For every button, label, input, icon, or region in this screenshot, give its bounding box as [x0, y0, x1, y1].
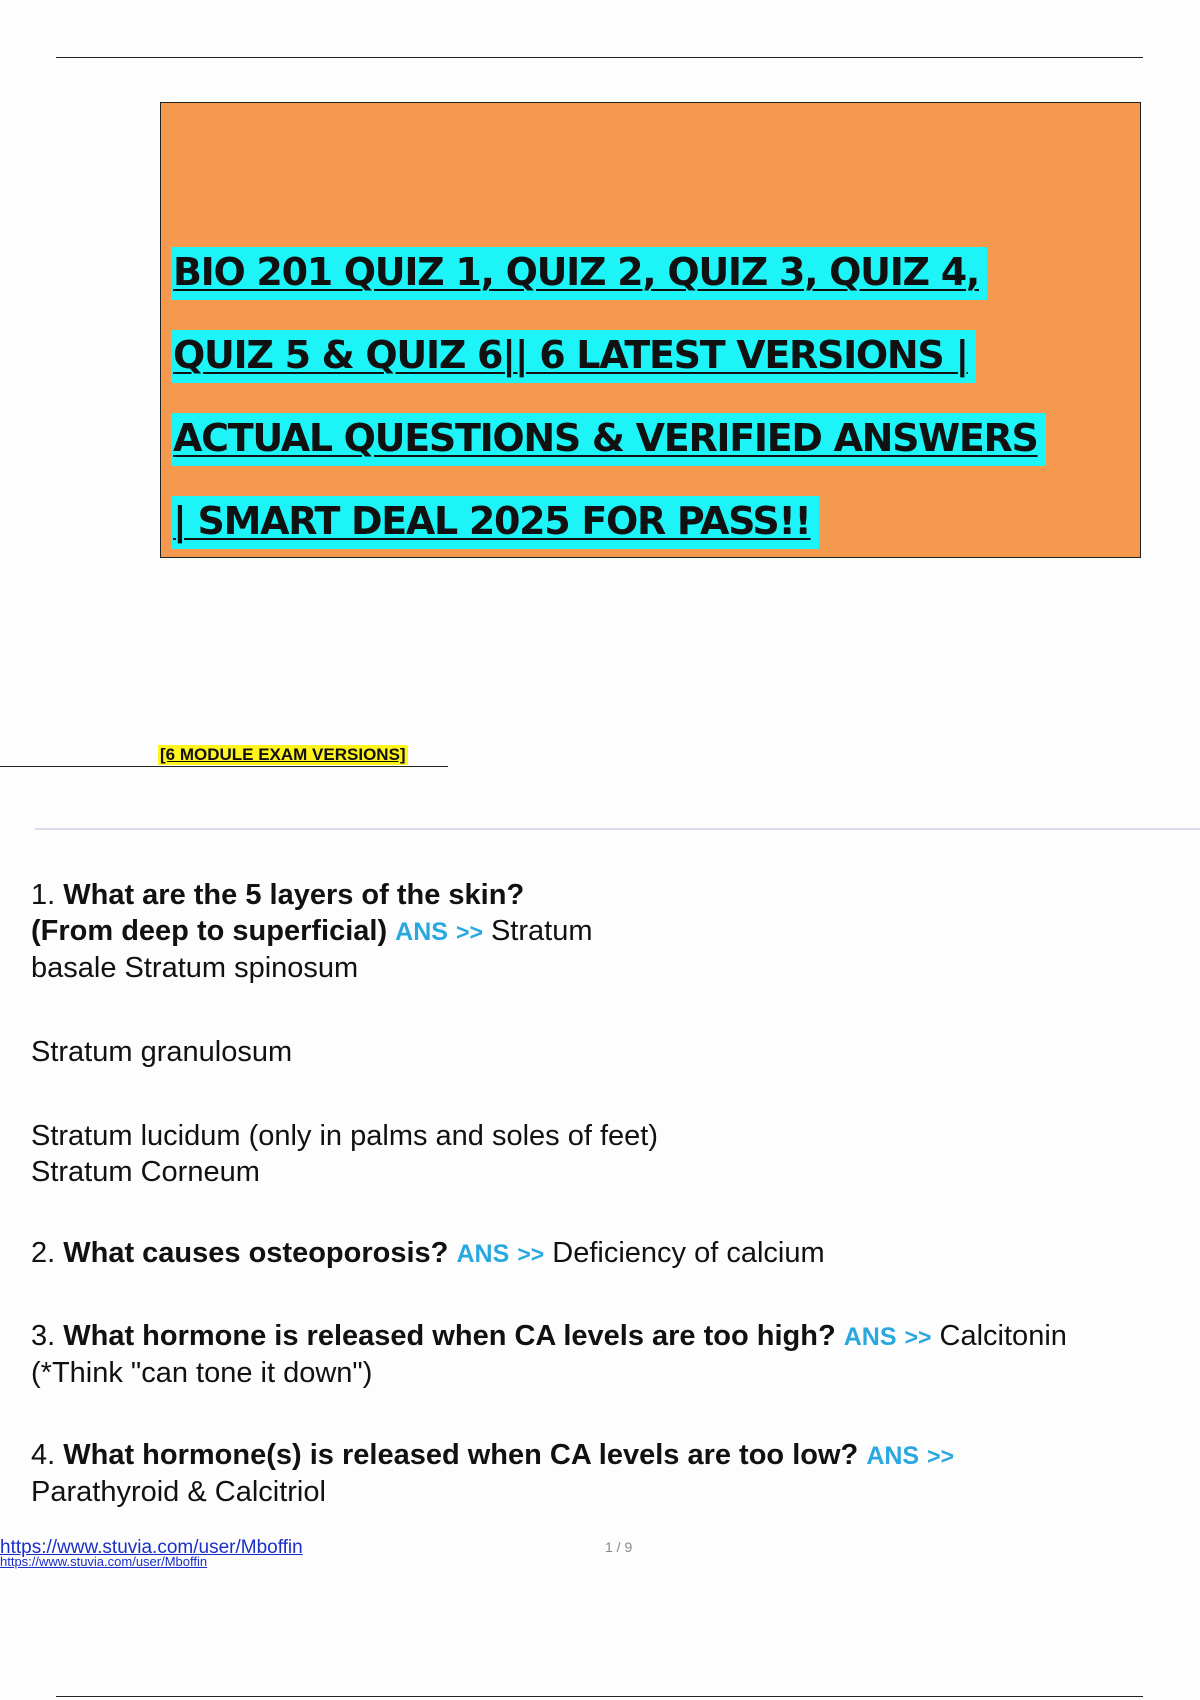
title-text: [171, 231, 1046, 563]
question-number: 1.: [31, 879, 56, 911]
answer-text: basale Stratum spinosum: [31, 952, 359, 984]
question-text: What hormone(s) is released when CA levels are too low?: [63, 1439, 859, 1471]
question-4: [31, 1437, 954, 1510]
question-number: 3.: [31, 1320, 56, 1352]
question-number: 2.: [31, 1237, 56, 1269]
answer-text: Deficiency of calcium: [552, 1237, 825, 1269]
top-rule: [56, 57, 1143, 58]
answer-text: Calcitonin: [939, 1320, 1067, 1352]
question-text: (From deep to superficial): [31, 915, 388, 947]
question-2: [31, 1235, 825, 1272]
title-line: BIO 201 QUIZ 1, QUIZ 2, QUIZ 3, QUIZ 4,: [171, 231, 1046, 314]
title-banner: [160, 102, 1141, 558]
title-line: | SMART DEAL 2025 FOR PASS!!: [171, 480, 1046, 563]
question-text: What are the 5 layers of the skin?: [63, 879, 525, 911]
question-text: What hormone is released when CA levels are too high?: [63, 1320, 836, 1352]
ans-label: ANS: [456, 1240, 510, 1268]
section-divider: [35, 828, 1200, 830]
ans-arrow: >>: [927, 1443, 955, 1469]
page-number: 1 / 9: [605, 1539, 633, 1555]
answer-text: Stratum lucidum (only in palms and soles of feet): [31, 1120, 658, 1152]
ans-label: ANS: [843, 1323, 897, 1351]
question-text: What causes osteoporosis?: [63, 1237, 449, 1269]
question-number: 4.: [31, 1439, 56, 1471]
answer-text: Stratum granulosum: [31, 1036, 293, 1068]
footer-link[interactable]: https://www.stuvia.com/user/Mboffin: [0, 1537, 303, 1558]
ans-label: ANS: [866, 1442, 920, 1470]
ans-label: ANS: [395, 918, 448, 946]
question-3: [31, 1318, 1067, 1391]
answer-text: Stratum Corneum: [31, 1156, 260, 1188]
answer-text: Stratum: [490, 915, 593, 947]
answer-text: (*Think "can tone it down"): [31, 1357, 373, 1389]
module-rule: [0, 766, 448, 767]
ans-arrow: >>: [904, 1324, 932, 1350]
bottom-rule: [56, 1696, 1143, 1697]
title-line: QUIZ 5 & QUIZ 6|| 6 LATEST VERSIONS |: [171, 314, 1046, 397]
question-1: [31, 877, 658, 1190]
module-label: [6 MODULE EXAM VERSIONS]: [160, 745, 406, 764]
title-line: ACTUAL QUESTIONS & VERIFIED ANSWERS: [171, 397, 1046, 480]
footer-link-small[interactable]: https://www.stuvia.com/user/Mboffin: [0, 1554, 208, 1569]
ans-arrow: >>: [517, 1241, 545, 1267]
ans-arrow: >>: [456, 919, 483, 945]
answer-text: Parathyroid & Calcitriol: [31, 1476, 326, 1508]
